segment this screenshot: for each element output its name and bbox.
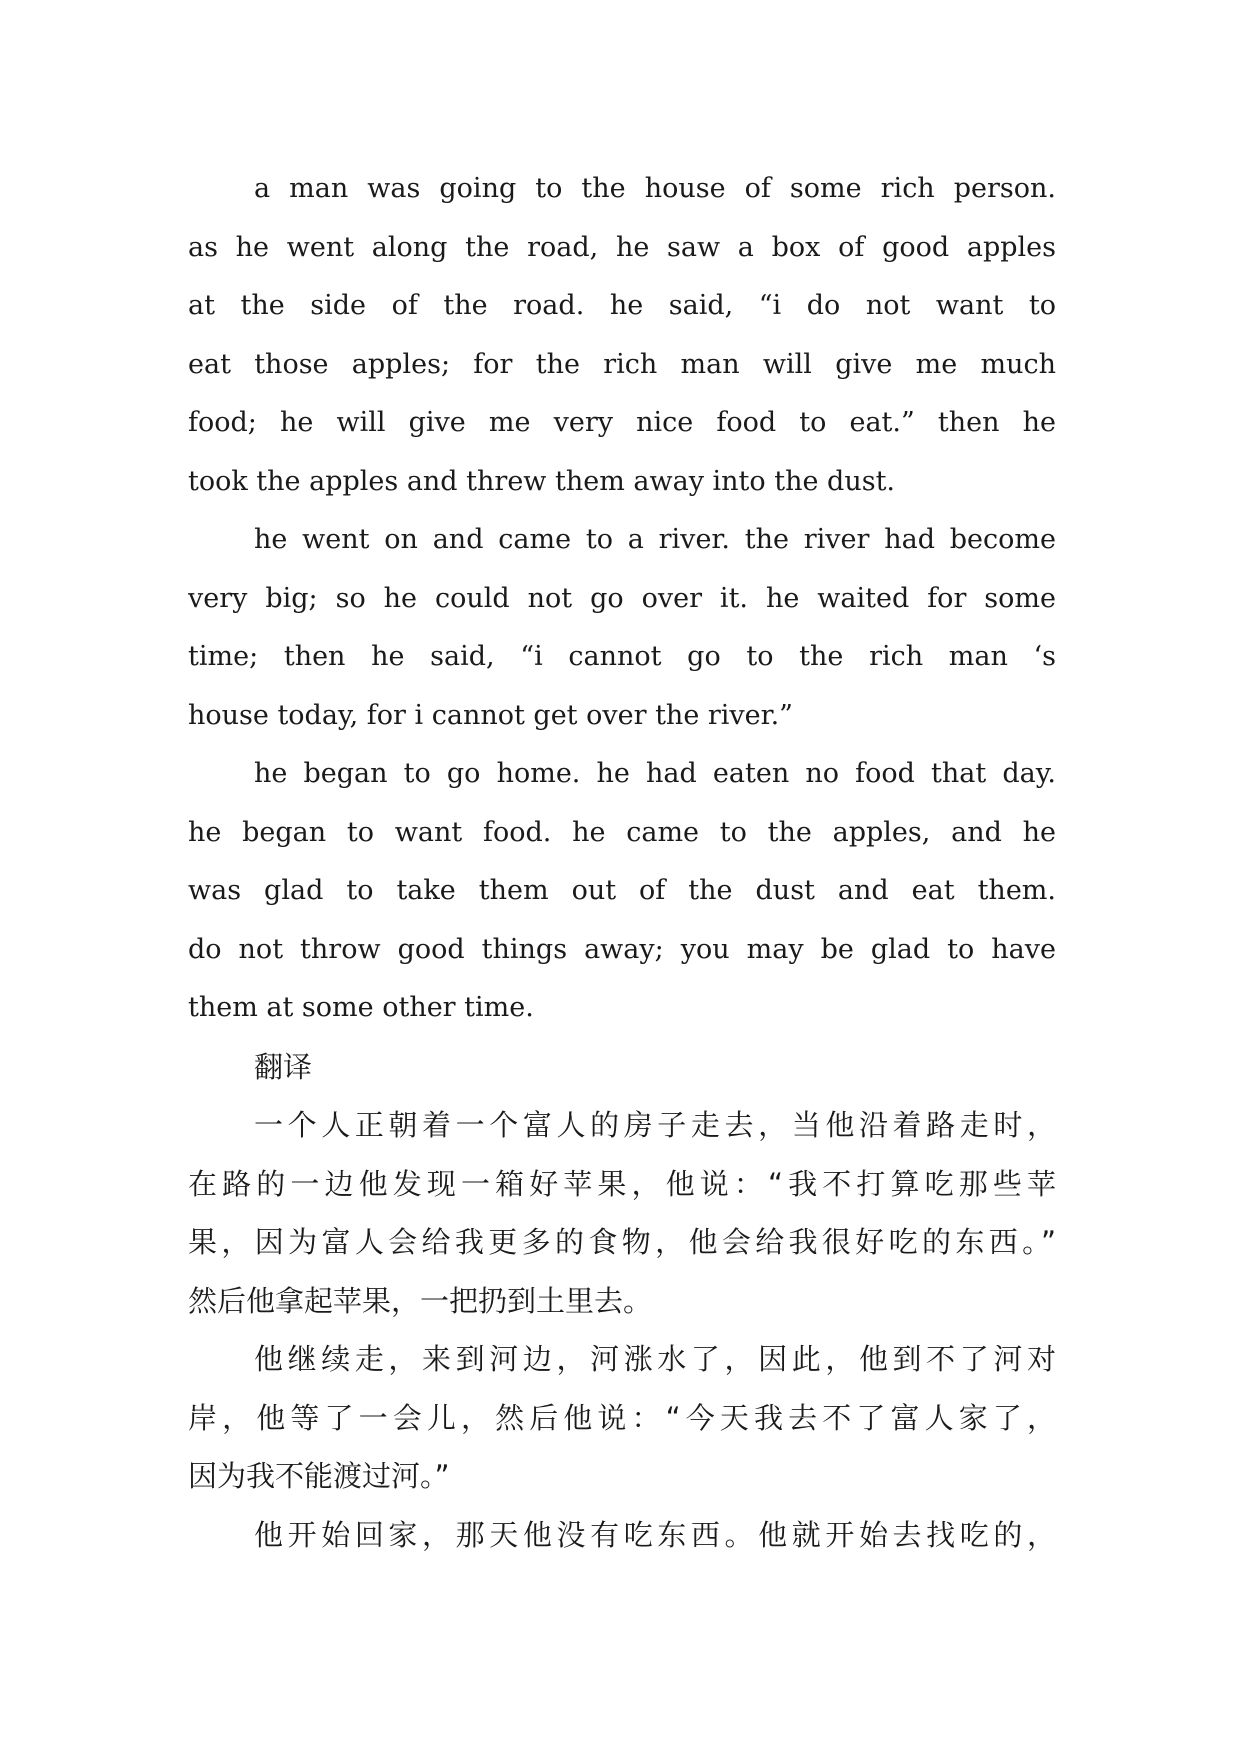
text-line: food; he will give me very nice food to eat.” then he [188,407,1056,438]
text-line: was glad to take them out of the dust and eat them. [188,875,1056,906]
english-paragraph-1 [188,160,1056,511]
english-paragraph-3 [188,745,1056,1038]
text-line: he began to want food. he came to the apples, and he [188,816,1056,848]
chinese-paragraph-2 [188,1330,1056,1506]
text-line: 果，因为富人会给我更多的食物，他会给我很好吃的东西。” [188,1225,1056,1259]
text-line: time; then he said, “i cannot go to the rich man ‘s [188,641,1056,672]
text-line: eat those apples; for the rich man will give me much [188,348,1056,380]
text-line: he went on and came to a river. the river had become [254,524,1056,555]
text-line: 一个人正朝着一个富人的房子走去，当他沿着路走时， [254,1108,1056,1142]
text-line: he began to go home. he had eaten no food that day. [254,758,1056,789]
text-line: 他继续走，来到河边，河涨水了，因此，他到不了河对 [254,1342,1056,1376]
text-line: took the apples and threw them away into the dust. [188,465,896,497]
text-line: do not throw good things away; you may be glad to have [188,933,1056,965]
translation-heading: 翻译 [254,1049,313,1084]
text-line: at the side of the road. he said, “i do not want to [188,290,1056,321]
chinese-paragraph-3 [188,1506,1056,1565]
english-paragraph-2 [188,511,1056,745]
text-line: as he went along the road, he saw a box of good apples [188,231,1056,263]
text-line: house today, for i cannot get over the river.” [188,699,793,731]
document-body [188,160,1056,1564]
text-line: 在路的一边他发现一箱好苹果，他说：“我不打算吃那些苹 [188,1166,1056,1201]
text-line: very big; so he could not go over it. he waited for some [188,582,1056,614]
text-line: a man was going to the house of some rich person. [254,173,1056,204]
text-line: 然后他拿起苹果，一把扔到土里去。 [188,1283,653,1318]
text-line: them at some other time. [188,992,534,1023]
text-line: 岸，他等了一会儿，然后他说：“今天我去不了富人家了， [188,1400,1056,1435]
chinese-paragraph-1 [188,1096,1056,1330]
text-line: 他开始回家，那天他没有吃东西。他就开始去找吃的， [254,1517,1056,1552]
text-line: 因为我不能渡过河。” [188,1459,450,1493]
